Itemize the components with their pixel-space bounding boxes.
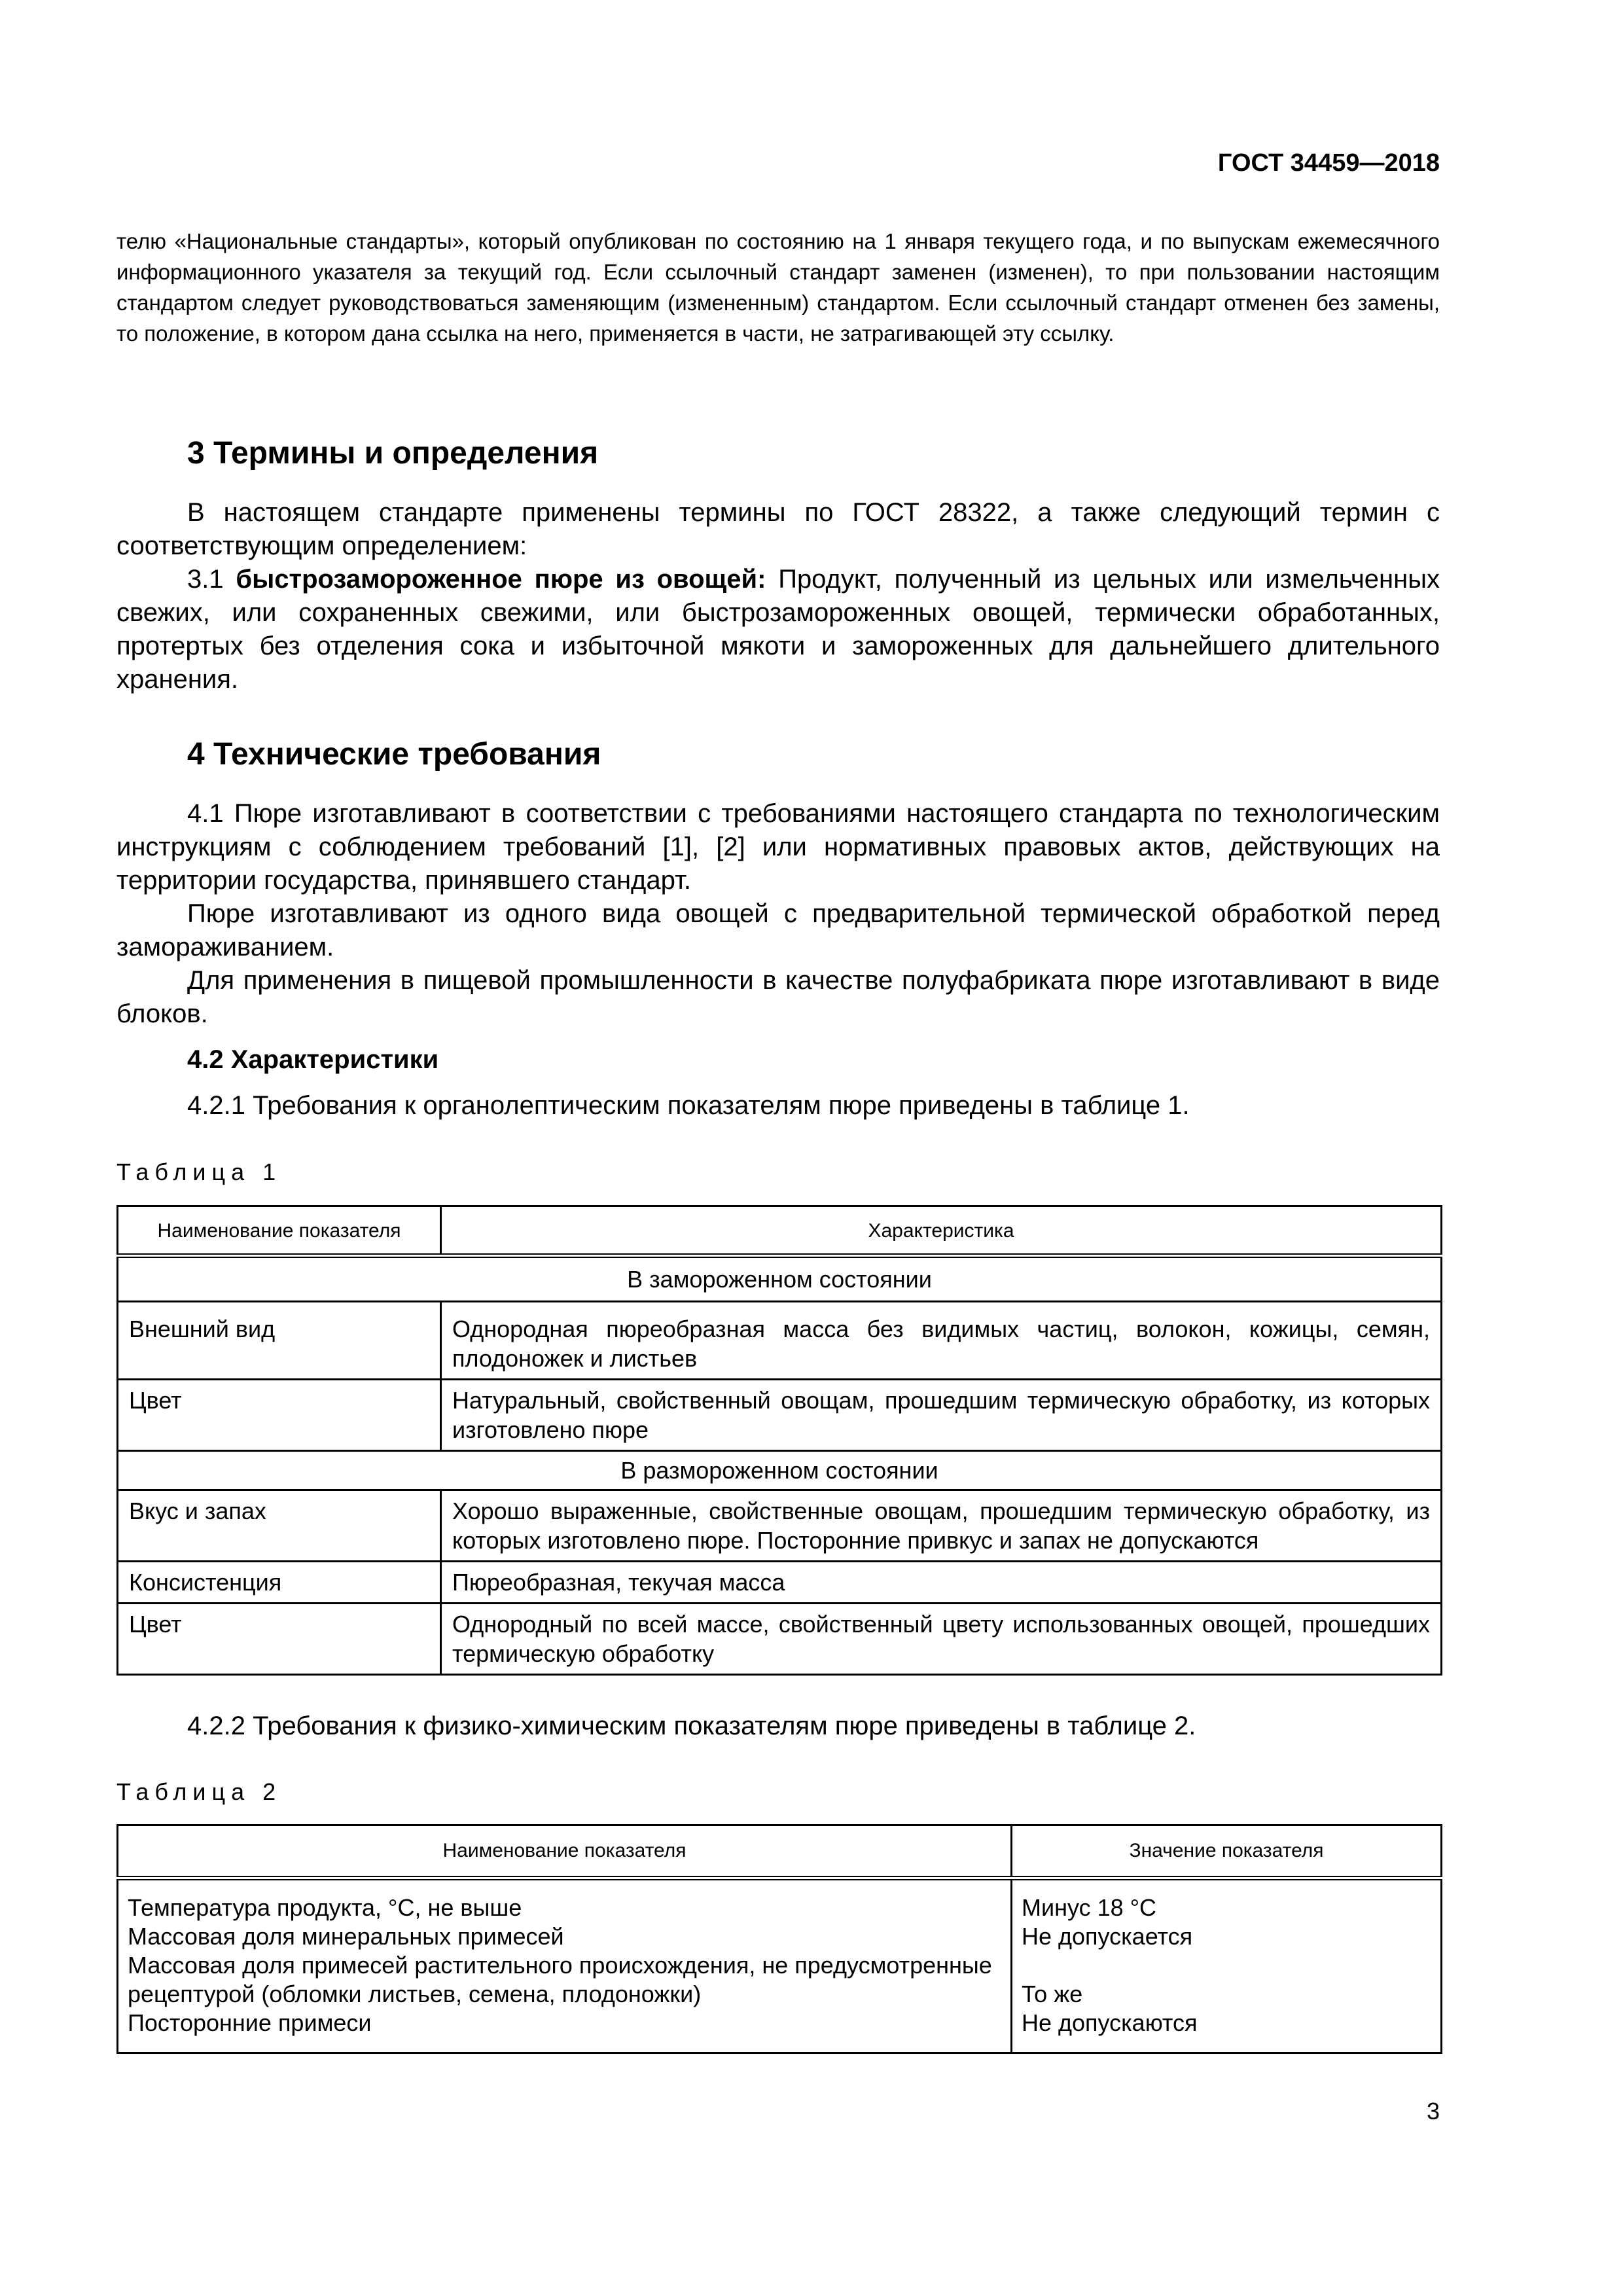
table-2 bbox=[116, 1824, 1442, 2054]
section-3-intro: В настоящем стандарте применены термины по ГОСТ 28322, а также следующий термин с соответствующим определением: bbox=[116, 498, 1440, 560]
indicator-value: Пюреобразная, текучая масса bbox=[441, 1562, 1442, 1604]
indicator-value: Однородный по всей массе, свойственный цвету использованных овощей, прошедших термическую обработку bbox=[441, 1604, 1442, 1675]
intro-paragraph: телю «Национальные стандарты», который опубликован по состоянию на 1 января текущего года, и по выпускам ежемесячного информационного указателя за текущий год. Если ссылочный стандарт заменен (изменен), то при пользовании настоящим стандартом следует руководствоваться заменяющим (измененным) стандартом. Если ссылочный стандарт отменен без замены, то положение, в котором дана ссылка на него, применяется в части, не затрагивающей эту ссылку. bbox=[116, 229, 1440, 346]
indicator-value: Не допускаются bbox=[1022, 2009, 1198, 2036]
indicator-value: То же bbox=[1022, 1981, 1083, 2007]
indicator-name: Температура продукта, °С, не выше bbox=[128, 1894, 522, 1921]
column-header: Наименование показателя bbox=[118, 1825, 1012, 1878]
table-section-row bbox=[118, 1256, 1442, 1302]
term-name: быстрозамороженное пюре из овощей: bbox=[236, 565, 766, 594]
subsection-4-2-title: 4.2 Характеристики bbox=[187, 1045, 439, 1074]
table-section-row bbox=[118, 1451, 1442, 1490]
indicator-name: Массовая доля минеральных примесей bbox=[128, 1923, 564, 1950]
clause-4-1: 4.1 Пюре изготавливают в соответствии с требованиями настоящего стандарта по технологическим инструкциям с соблюдением требований [1], [2] или нормативных правовых актов, действующих на территории государства, принявшего стандарт. bbox=[116, 799, 1440, 895]
term-number: 3.1 bbox=[187, 565, 224, 594]
clause-4-2-1: 4.2.1 Требования к органолептическим показателям пюре приведены в таблице 1. bbox=[187, 1091, 1190, 1120]
column-header: Значение показателя bbox=[1012, 1825, 1442, 1878]
table-row bbox=[118, 1562, 1442, 1604]
section-3-title: 3 Термины и определения bbox=[187, 436, 599, 471]
section-4-body bbox=[116, 797, 1440, 1031]
term-text: Продукт, полученный из цельных или измельченных свежих, или сохраненных свежими, или быстрозамороженных овощей, термически обработанных, протертых без отделения сока и избыточной мякоти и замороженных для дальнейшего длительного хранения. bbox=[116, 565, 1440, 694]
indicator-value: Минус 18 °С bbox=[1022, 1894, 1157, 1921]
table-row bbox=[118, 1604, 1442, 1675]
clause-4-2-2: 4.2.2 Требования к физико-химическим показателям пюре приведены в таблице 2. bbox=[187, 1712, 1196, 1740]
section-label-frozen: В замороженном состоянии bbox=[118, 1256, 1442, 1302]
table-2-caption: Таблица 2 bbox=[116, 1778, 282, 1805]
indicator-name: Массовая доля примесей растительного происхождения, не предусмотренные рецептурой (обломки листьев, семена, плодоножки) bbox=[128, 1952, 992, 2007]
indicator-name: Внешний вид bbox=[118, 1302, 441, 1380]
table-row bbox=[118, 1878, 1442, 2053]
indicator-name: Вкус и запах bbox=[118, 1490, 441, 1562]
indicator-name: Консистенция bbox=[118, 1562, 441, 1604]
indicator-values-cell bbox=[1012, 1878, 1442, 2053]
indicator-name: Посторонние примеси bbox=[128, 2009, 372, 2036]
term-definition bbox=[116, 563, 1440, 696]
spacer bbox=[1022, 1951, 1431, 1980]
indicator-value: Однородная пюреобразная масса без видимых частиц, волокон, кожицы, семян, плодоножек и листьев bbox=[441, 1302, 1442, 1380]
table-1-caption: Таблица 1 bbox=[116, 1158, 282, 1185]
section-label-thawed: В размороженном состоянии bbox=[118, 1451, 1442, 1490]
table-header-row bbox=[118, 1206, 1442, 1256]
document-code: ГОСТ 34459—2018 bbox=[1217, 149, 1440, 177]
indicator-value: Хорошо выраженные, свойственные овощам, прошедшим термическую обработку, из которых изготовлено пюре. Посторонние привкус и запах не допускаются bbox=[441, 1490, 1442, 1562]
indicator-names-cell bbox=[118, 1878, 1012, 2053]
indicator-name: Цвет bbox=[118, 1604, 441, 1675]
table-1 bbox=[116, 1205, 1442, 1676]
column-header: Характеристика bbox=[441, 1206, 1442, 1256]
clause-4-1-p3: Для применения в пищевой промышленности в качестве полуфабриката пюре изготавливают в виде блоков. bbox=[116, 966, 1440, 1028]
clause-4-1-p2: Пюре изготавливают из одного вида овощей с предварительной термической обработкой перед замораживанием. bbox=[116, 899, 1440, 961]
indicator-value: Натуральный, свойственный овощам, прошедшим термическую обработку, из которых изготовлено пюре bbox=[441, 1380, 1442, 1451]
column-header: Наименование показателя bbox=[118, 1206, 441, 1256]
page-number: 3 bbox=[1426, 2098, 1440, 2125]
section-3-body bbox=[116, 496, 1440, 696]
indicator-name: Цвет bbox=[118, 1380, 441, 1451]
section-4-title: 4 Технические требования bbox=[187, 737, 601, 772]
table-row bbox=[118, 1302, 1442, 1380]
table-header-row bbox=[118, 1825, 1442, 1878]
indicator-value: Не допускается bbox=[1022, 1923, 1193, 1950]
table-row bbox=[118, 1380, 1442, 1451]
table-row bbox=[118, 1490, 1442, 1562]
